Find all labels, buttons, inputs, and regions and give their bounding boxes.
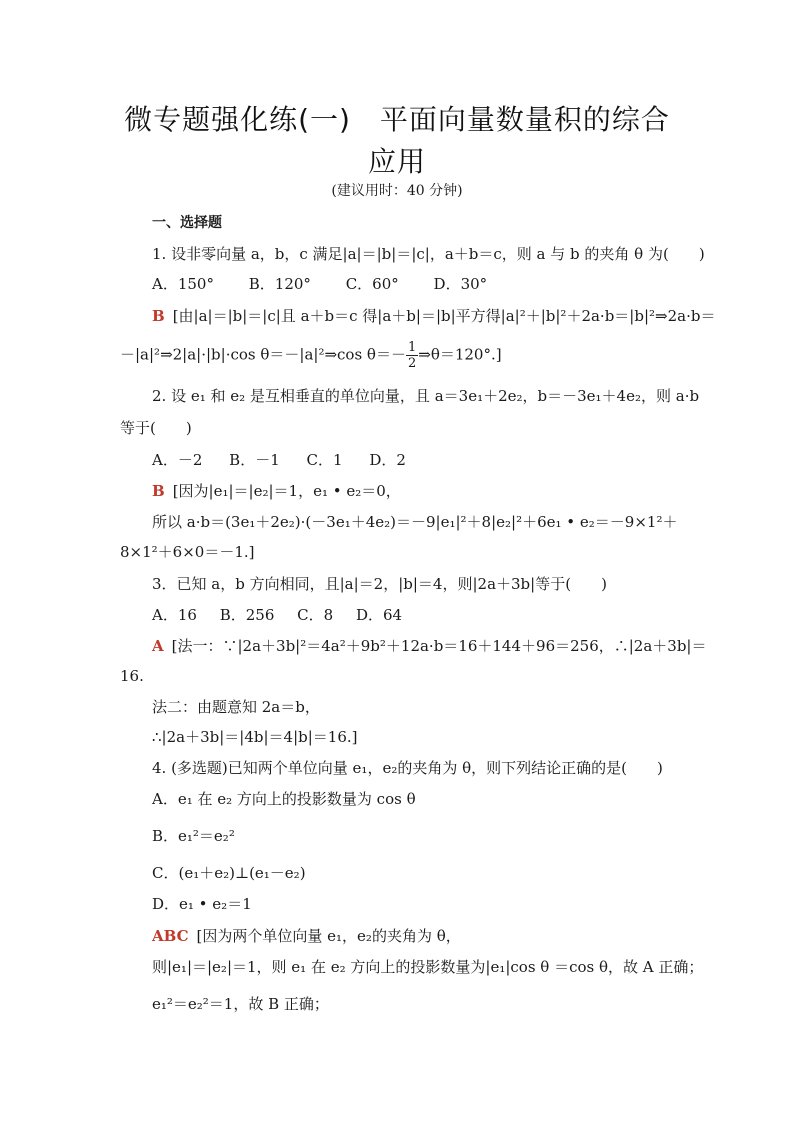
fraction-numerator: 1 (407, 340, 417, 355)
q2-stem-line1: 2. 设 e₁ 和 e₂ 是互相垂直的单位向量，且 a＝3e₁＋2e₂，b＝－3e₁＋4e₂，则 a·b (152, 387, 700, 405)
q3-option-b: B．256 (219, 606, 275, 624)
q2-option-c: C．1 (306, 451, 343, 469)
page-title-line1: 微专题强化练(一) 平面向量数量积的综合 (124, 103, 670, 136)
q4-option-d: D．e₁ • e₂＝1 (152, 895, 252, 913)
q1-solution-text2: －|a|²⇒2|a|·|b|·cos θ＝－|a|²⇒cos θ＝－ (120, 345, 406, 364)
q1-solution-text1: [由|a|＝|b|＝|c|且 a＋b＝c 得|a＋b|＝|b|平方得|a|²＋|b|²＋2a·b＝|b|²⇒2a·b＝ (172, 307, 716, 325)
q3-solution-line3: 法二：由题意知 2a＝b， (152, 698, 320, 716)
q2-option-d: D．2 (369, 451, 406, 469)
q3-solution-text1: [法一：∵|2a＋3b|²＝4a²＋9b²＋12a·b＝16＋144＋96＝256，∴|2a＋3b|＝ (171, 637, 707, 655)
q1-stem: 1. 设非零向量 a，b，c 满足|a|＝|b|＝|c|，a＋b＝c，则 a 与 b 的夹角 θ 为( ) (152, 245, 705, 263)
q1-answer: B (152, 307, 165, 325)
q2-option-a: A．－2 (152, 451, 203, 469)
q1-solution-line1 (152, 306, 715, 326)
q3-answer: A (152, 637, 164, 655)
q1-solution-line2 (120, 340, 502, 371)
q3-solution-line4: ∴|2a＋3b|＝|4b|＝4|b|＝16.] (152, 728, 358, 746)
q4-stem: 4. (多选题)已知两个单位向量 e₁，e₂的夹角为 θ，则下列结论正确的是( ) (152, 759, 663, 777)
q1-option-d: D．30° (433, 275, 488, 293)
suggested-time: (建议用时：40 分钟) (331, 183, 463, 199)
q3-option-d: D．64 (355, 606, 403, 624)
q2-options (152, 450, 428, 470)
q3-solution-line1 (152, 636, 706, 656)
q3-stem: 3．已知 a，b 方向相同，且|a|＝2，|b|＝4，则|2a＋3b|等于( ) (152, 575, 607, 593)
q2-solution-text1: [因为|e₁|＝|e₂|＝1，e₁ • e₂＝0， (172, 482, 401, 500)
q4-solution-text1: [因为两个单位向量 e₁，e₂的夹角为 θ， (196, 927, 461, 945)
q4-option-a: A．e₁ 在 e₂ 方向上的投影数量为 cos θ (152, 790, 416, 808)
q1-option-c: C．60° (345, 275, 399, 293)
fraction-one-half (406, 340, 418, 371)
q3-option-a: A．16 (152, 606, 197, 624)
q4-option-b: B．e₁²＝e₂² (152, 827, 235, 845)
q2-stem-line2: 等于( ) (120, 419, 192, 437)
q4-solution-line1 (152, 926, 461, 946)
q3-solution-line2: 16. (120, 667, 144, 685)
q2-solution-line3: 8×1²＋6×0＝－1.] (120, 543, 255, 561)
page-title-line2: 应用 (367, 145, 426, 178)
q1-option-a: A．150° (152, 275, 214, 293)
q1-options (152, 274, 517, 294)
q2-solution-line2: 所以 a·b＝(3e₁＋2e₂)·(－3e₁＋4e₂)＝－9|e₁|²＋8|e₂|²＋6e₁ • e₂＝－9×1²＋ (152, 513, 678, 531)
q2-option-b: B．－1 (229, 451, 280, 469)
q4-solution-line2: 则|e₁|＝|e₂|＝1，则 e₁ 在 e₂ 方向上的投影数量为|e₁|cos θ ＝cos θ，故 A 正确； (152, 958, 704, 976)
q2-answer: B (152, 482, 165, 500)
section-heading: 一、选择题 (152, 215, 222, 231)
q4-option-c: C．(e₁＋e₂)⊥(e₁－e₂) (152, 864, 306, 882)
q3-options (152, 605, 420, 625)
fraction-denominator: 2 (407, 356, 417, 371)
q4-solution-line3: e₁²＝e₂²＝1，故 B 正确； (152, 995, 329, 1013)
q4-answer: ABC (152, 927, 189, 945)
q2-solution-line1 (152, 481, 401, 501)
q1-option-b: B．120° (248, 275, 311, 293)
q3-option-c: C．8 (297, 606, 334, 624)
q1-solution-text3: ⇒θ＝120°.] (418, 345, 502, 364)
